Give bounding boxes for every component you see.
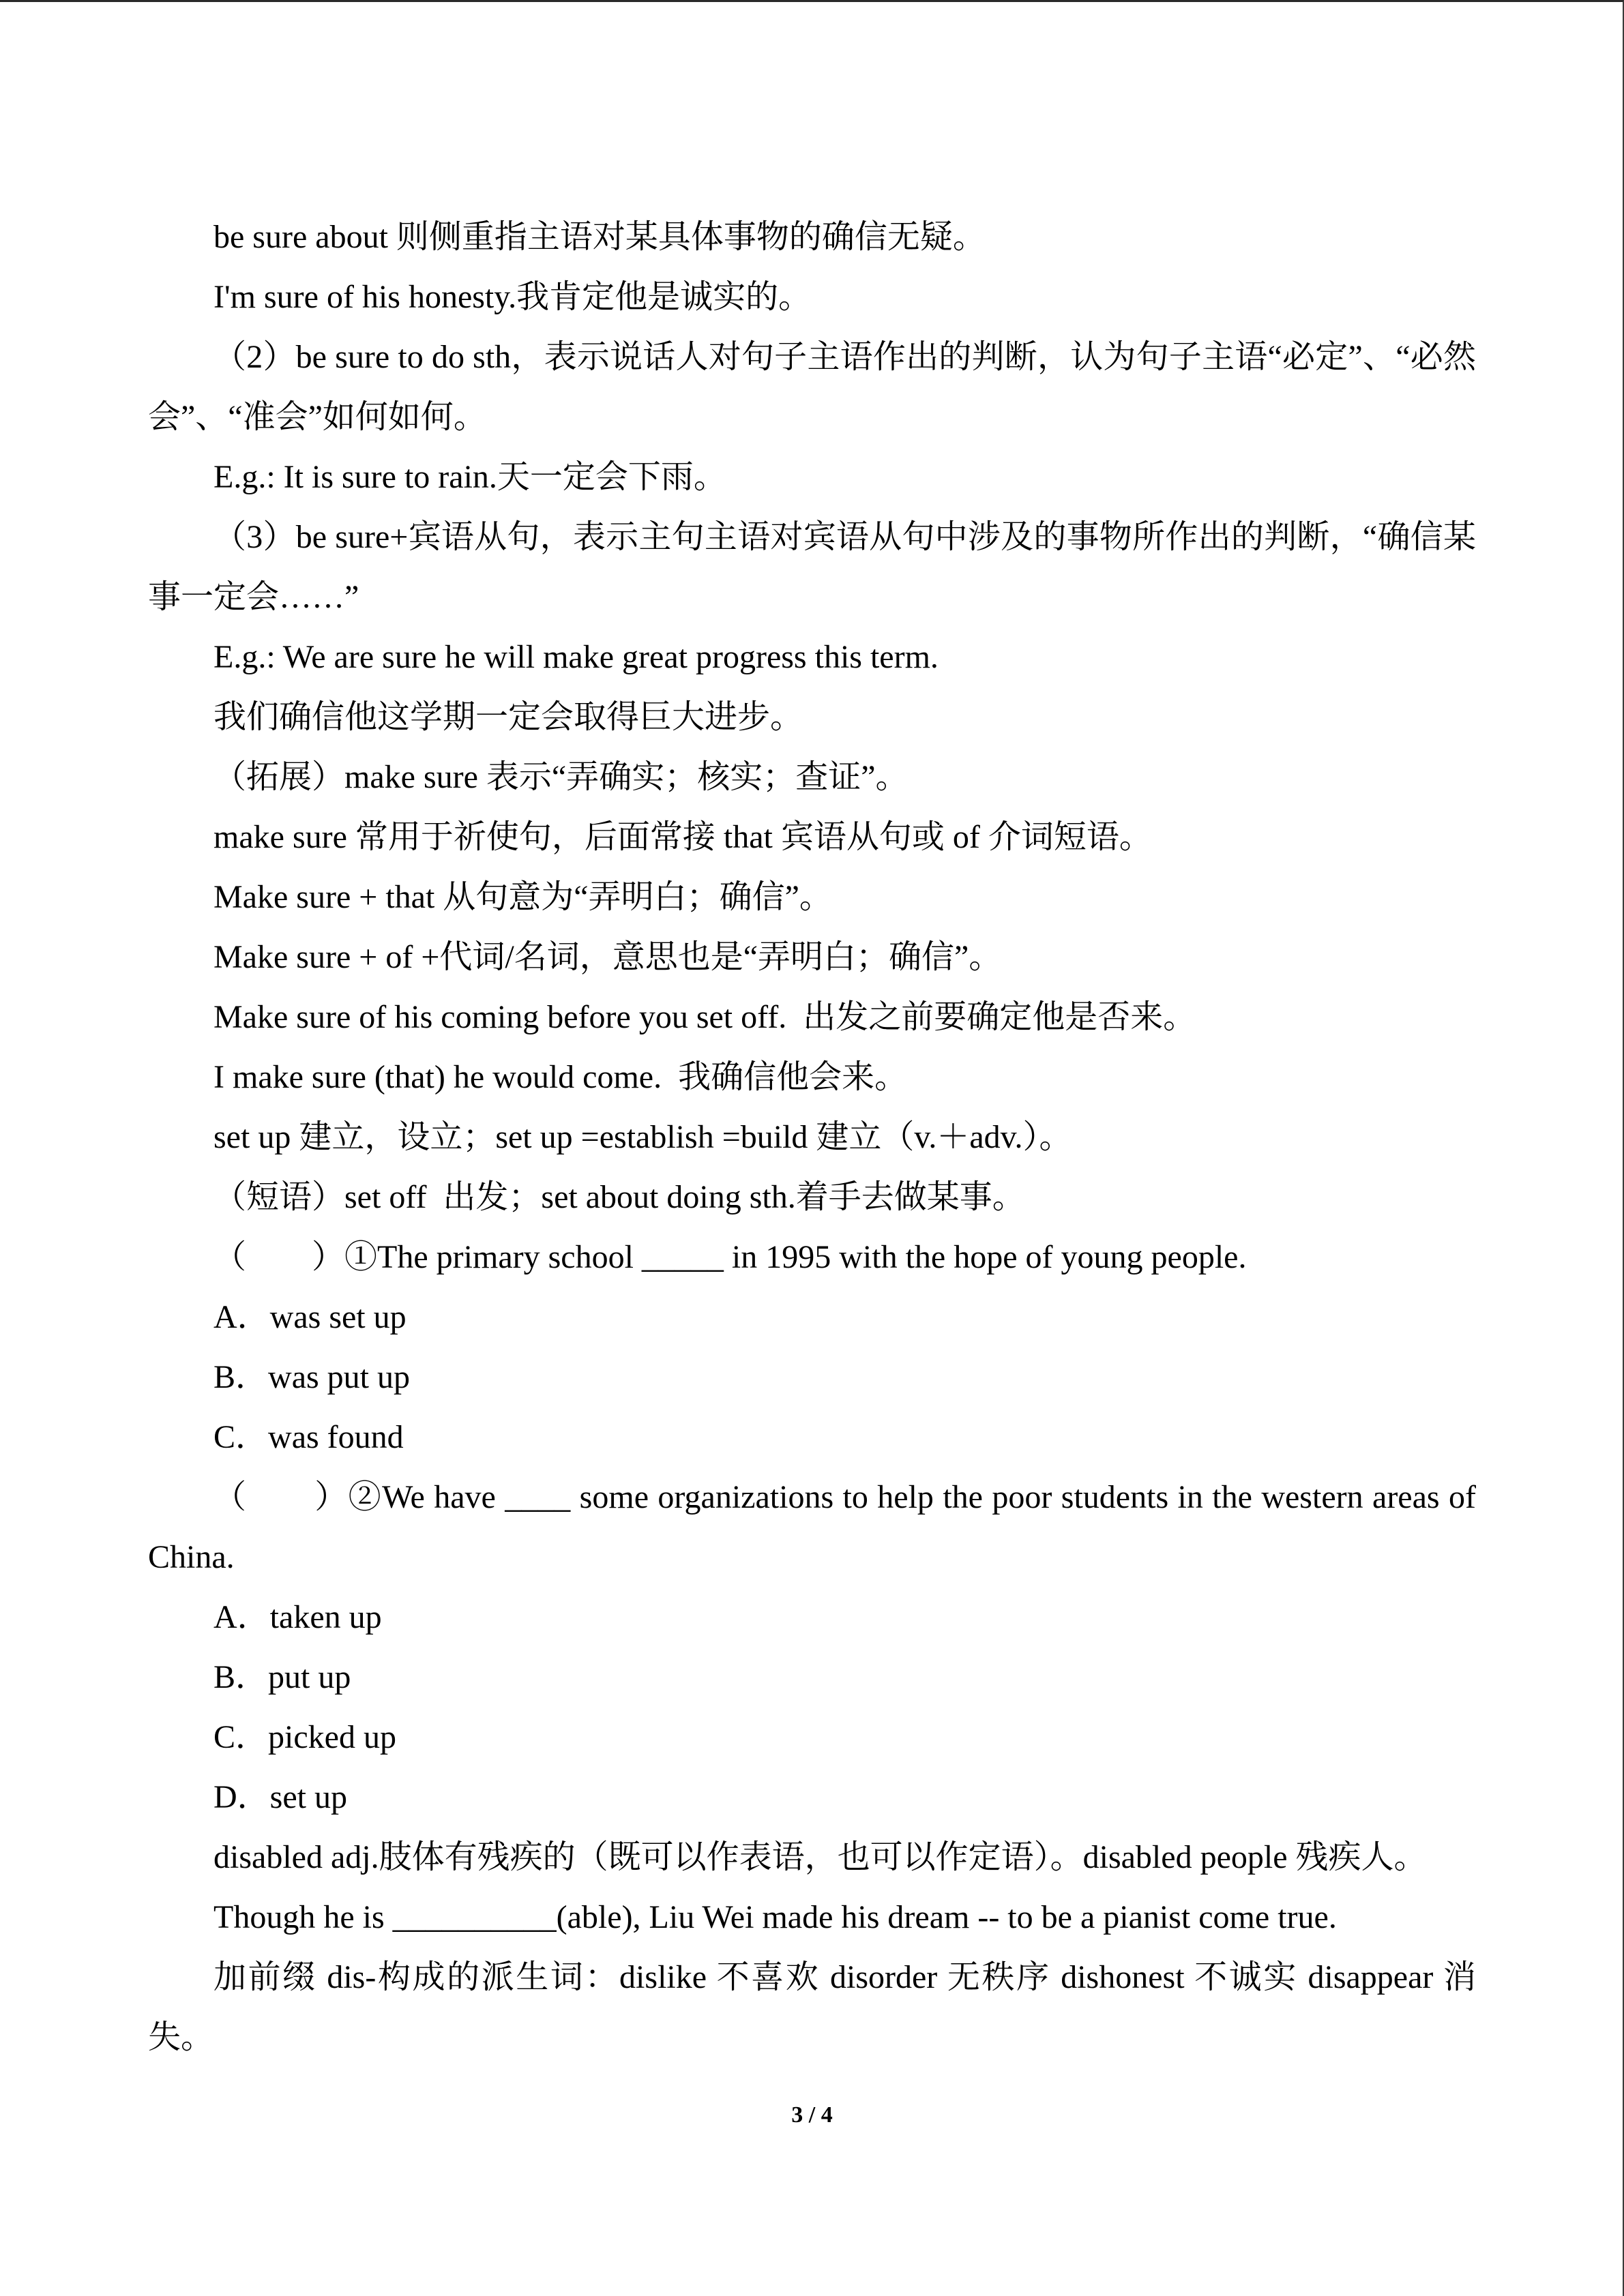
page-number: 3 / 4 — [791, 2102, 833, 2128]
option-a — [148, 1587, 1476, 1648]
body-paragraph: （拓展）make sure 表示“弄确实；核实；查证”。 — [213, 759, 909, 795]
body-paragraph: disabled adj.肢体有残疾的（既可以作表语，也可以作定语）。disabled people 残疾人。 — [213, 1839, 1427, 1875]
question-text: The primary school _____ in 1995 with the hope of young people. — [377, 1239, 1247, 1275]
example-sentence: I'm sure of his honesty.我肯定他是诚实的。 — [213, 279, 812, 315]
option-letter: C． — [213, 1719, 269, 1755]
body-paragraph: 加前缀 dis-构成的派生词：dislike 不喜欢 disorder 无秩序 dishonest 不诚实 disappear 消失。 — [148, 1959, 1476, 2055]
body-paragraph: Make sure + that 从句意为“弄明白；确信”。 — [213, 879, 832, 915]
question-2 — [148, 1467, 1484, 1828]
option-letter: A． — [213, 1299, 270, 1335]
option-text: set up — [269, 1779, 347, 1815]
question-stem — [148, 1227, 1476, 1287]
example-sentence: I make sure (that) he would come. 我确信他会来。 — [213, 1059, 908, 1095]
option-text: put up — [268, 1659, 351, 1695]
option-text: was found — [268, 1419, 404, 1455]
example-sentence: E.g.: We are sure he will make great progress this term. — [213, 639, 939, 675]
option-text: was put up — [268, 1359, 411, 1395]
question-text: We have ____ some organizations to help the poor students in the western areas of China. — [148, 1479, 1484, 1575]
option-text: picked up — [268, 1719, 396, 1755]
question-number: ② — [348, 1479, 383, 1515]
question-1 — [148, 1227, 1476, 1467]
option-letter: A． — [213, 1599, 270, 1635]
option-d — [148, 1768, 1476, 1828]
option-letter: B． — [213, 1359, 269, 1395]
option-b — [148, 1347, 1476, 1407]
example-sentence: Make sure of his coming before you set off. 出发之前要确定他是否来。 — [213, 999, 1196, 1035]
option-b — [148, 1648, 1476, 1708]
example-sentence: E.g.: It is sure to rain.天一定会下雨。 — [213, 459, 726, 495]
body-paragraph: make sure 常用于祈使句，后面常接 that 宾语从句或 of 介词短语。 — [213, 819, 1152, 855]
answer-bracket: （ ） — [213, 1479, 349, 1515]
body-paragraph: （2）be sure to do sth，表示说话人对句子主语作出的判断，认为句子主语“必定”、“必然会”、“准会”如何如何。 — [148, 339, 1476, 435]
example-translation: 我们确信他这学期一定会取得巨大进步。 — [213, 699, 803, 735]
option-a — [148, 1287, 1476, 1347]
body-paragraph: be sure about 则侧重指主语对某具体事物的确信无疑。 — [213, 219, 986, 255]
option-c — [148, 1708, 1476, 1768]
body-paragraph: set up 建立，设立；set up =establish =build 建立（v.＋adv.）。 — [213, 1119, 1072, 1155]
document-body — [148, 207, 1484, 2068]
option-letter: D． — [213, 1779, 270, 1815]
fill-in-exercise: Though he is __________(able), Liu Wei made his dream -- to be a pianist come true. — [213, 1899, 1337, 1935]
body-paragraph: Make sure + of +代词/名词，意思也是“弄明白；确信”。 — [213, 939, 1002, 975]
option-letter: B． — [213, 1659, 269, 1695]
question-stem — [148, 1467, 1484, 1587]
option-text: was set up — [269, 1299, 407, 1335]
question-number: ① — [344, 1239, 378, 1275]
answer-bracket: （ ） — [213, 1239, 345, 1275]
option-letter: C． — [213, 1419, 269, 1455]
option-c — [148, 1407, 1476, 1467]
option-text: taken up — [269, 1599, 382, 1635]
body-paragraph: （短语）set off 出发；set about doing sth.着手去做某事。 — [213, 1179, 1025, 1215]
body-paragraph: （3）be sure+宾语从句，表示主句主语对宾语从句中涉及的事物所作出的判断，“确信某事一定会……” — [148, 519, 1476, 615]
